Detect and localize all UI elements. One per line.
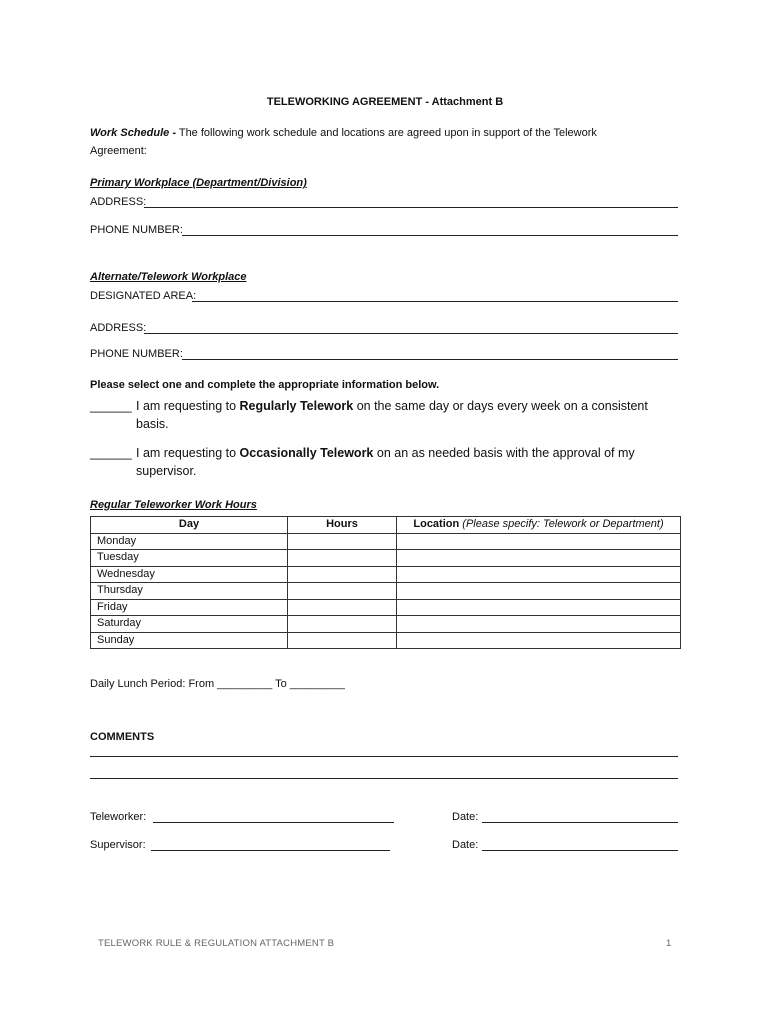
work-schedule-text: The following work schedule and locations are agreed upon in support of the Telework xyxy=(178,127,597,139)
primary-phone-field[interactable] xyxy=(182,235,678,236)
option-regular-blank[interactable]: ______ xyxy=(90,399,132,413)
location-cell[interactable] xyxy=(397,550,681,567)
table-row xyxy=(91,533,681,550)
day-cell: Thursday xyxy=(91,583,288,600)
day-cell: Wednesday xyxy=(91,566,288,583)
option-occasional-bold: Occasionally Telework xyxy=(239,446,374,460)
comments-line-2[interactable] xyxy=(90,778,678,779)
option-occasional-text-line2: supervisor. xyxy=(136,464,197,478)
option-regular-text xyxy=(136,397,648,415)
designated-area-field[interactable] xyxy=(192,301,678,302)
location-header-label: Location xyxy=(413,518,460,531)
primary-workplace-heading: Primary Workplace (Department/Division) xyxy=(90,177,307,189)
table-header-hours: Hours xyxy=(288,517,397,534)
day-cell: Sunday xyxy=(91,632,288,649)
option-occasional-blank[interactable]: ______ xyxy=(90,446,132,460)
table-row xyxy=(91,632,681,649)
document-title: TELEWORKING AGREEMENT - Attachment B xyxy=(266,96,504,108)
work-schedule-paragraph xyxy=(90,126,597,140)
teleworker-date-label: Date: xyxy=(452,811,479,823)
location-cell[interactable] xyxy=(397,616,681,633)
comments-line-1[interactable] xyxy=(90,756,678,757)
option-regular-bold: Regularly Telework xyxy=(239,399,354,413)
day-cell: Friday xyxy=(91,599,288,616)
alternate-phone-label: PHONE NUMBER: xyxy=(90,348,183,360)
option-occasional-pre: I am requesting to xyxy=(136,446,240,460)
work-hours-table xyxy=(90,516,681,649)
alternate-phone-field[interactable] xyxy=(182,359,678,360)
supervisor-label: Supervisor: xyxy=(90,839,146,851)
option-regular-post: on the same day or days every week on a consistent xyxy=(353,399,648,413)
location-cell[interactable] xyxy=(397,533,681,550)
alternate-address-field[interactable] xyxy=(144,333,678,334)
work-hours-heading: Regular Teleworker Work Hours xyxy=(90,499,257,511)
hours-cell[interactable] xyxy=(288,583,397,600)
supervisor-signature-field[interactable] xyxy=(151,850,390,851)
option-regular-text-line2: basis. xyxy=(136,417,169,431)
hours-cell[interactable] xyxy=(288,566,397,583)
location-header-note: (Please specify: Telework or Department) xyxy=(462,518,664,531)
day-cell: Tuesday xyxy=(91,550,288,567)
alternate-address-label: ADDRESS: xyxy=(90,322,147,334)
comments-heading: COMMENTS xyxy=(90,731,155,743)
table-row xyxy=(91,583,681,600)
hours-cell[interactable] xyxy=(288,599,397,616)
table-row xyxy=(91,616,681,633)
alternate-workplace-heading: Alternate/Telework Workplace xyxy=(90,271,247,283)
primary-address-label: ADDRESS: xyxy=(90,196,147,208)
primary-phone-label: PHONE NUMBER: xyxy=(90,224,183,236)
table-header-location xyxy=(397,517,681,534)
selection-instruction: Please select one and complete the appropriate information below. xyxy=(90,379,440,391)
table-row xyxy=(91,566,681,583)
hours-cell[interactable] xyxy=(288,550,397,567)
hours-cell[interactable] xyxy=(288,632,397,649)
hours-cell[interactable] xyxy=(288,616,397,633)
day-cell: Monday xyxy=(91,533,288,550)
location-cell[interactable] xyxy=(397,583,681,600)
primary-address-field[interactable] xyxy=(144,207,678,208)
designated-area-label: DESIGNATED AREA: xyxy=(90,290,197,302)
table-row xyxy=(91,599,681,616)
table-header-row xyxy=(91,517,681,534)
lunch-period-line[interactable]: Daily Lunch Period: From _________ To _________ xyxy=(90,678,345,690)
location-cell[interactable] xyxy=(397,599,681,616)
table-header-day: Day xyxy=(91,517,288,534)
table-row xyxy=(91,550,681,567)
work-schedule-text-continued: Agreement: xyxy=(90,145,147,157)
supervisor-date-field[interactable] xyxy=(482,850,678,851)
day-cell: Saturday xyxy=(91,616,288,633)
page-number: 1 xyxy=(666,938,672,949)
location-cell[interactable] xyxy=(397,566,681,583)
supervisor-date-label: Date: xyxy=(452,839,479,851)
teleworker-date-field[interactable] xyxy=(482,822,678,823)
footer-text: TELEWORK RULE & REGULATION ATTACHMENT B xyxy=(98,938,335,949)
hours-cell[interactable] xyxy=(288,533,397,550)
teleworker-label: Teleworker: xyxy=(90,811,147,823)
option-occasional-text xyxy=(136,444,635,462)
work-schedule-label: Work Schedule - xyxy=(90,127,176,139)
location-cell[interactable] xyxy=(397,632,681,649)
option-regular-pre: I am requesting to xyxy=(136,399,240,413)
teleworker-signature-field[interactable] xyxy=(153,822,394,823)
option-occasional-post: on an as needed basis with the approval of my xyxy=(373,446,635,460)
